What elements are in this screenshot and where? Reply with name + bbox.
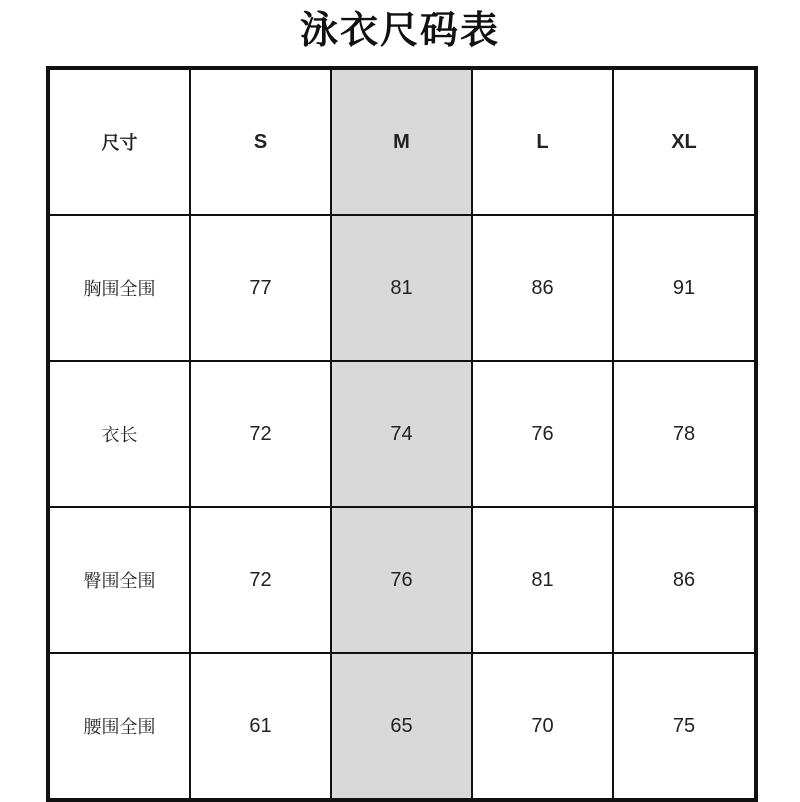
size-chart-table xyxy=(46,66,758,802)
table-cell: 81 xyxy=(331,215,472,361)
table-row xyxy=(48,507,756,653)
table-cell: 61 xyxy=(190,653,331,800)
table-cell: 70 xyxy=(472,653,613,800)
table-cell: 76 xyxy=(331,507,472,653)
header-size-l: L xyxy=(472,68,613,215)
table-cell: 81 xyxy=(472,507,613,653)
header-size-s: S xyxy=(190,68,331,215)
table-cell: 86 xyxy=(472,215,613,361)
table-cell: 86 xyxy=(613,507,756,653)
header-size-xl: XL xyxy=(613,68,756,215)
table-cell: 91 xyxy=(613,215,756,361)
table-cell: 74 xyxy=(331,361,472,507)
table-row xyxy=(48,215,756,361)
row-label-length: 衣长 xyxy=(48,361,190,507)
table-cell: 78 xyxy=(613,361,756,507)
table-cell: 76 xyxy=(472,361,613,507)
table-row xyxy=(48,653,756,800)
table-cell: 75 xyxy=(613,653,756,800)
table-cell: 65 xyxy=(331,653,472,800)
table-cell: 72 xyxy=(190,361,331,507)
header-size-m: M xyxy=(331,68,472,215)
table-cell: 77 xyxy=(190,215,331,361)
table-cell: 72 xyxy=(190,507,331,653)
page-title: 泳衣尺码表 xyxy=(299,8,500,52)
row-label-hip: 臀围全围 xyxy=(48,507,190,653)
row-label-chest: 胸围全围 xyxy=(48,215,190,361)
row-label-waist: 腰围全围 xyxy=(48,653,190,800)
header-label-cell: 尺寸 xyxy=(48,68,190,215)
table-row xyxy=(48,361,756,507)
table-header-row xyxy=(48,68,756,215)
